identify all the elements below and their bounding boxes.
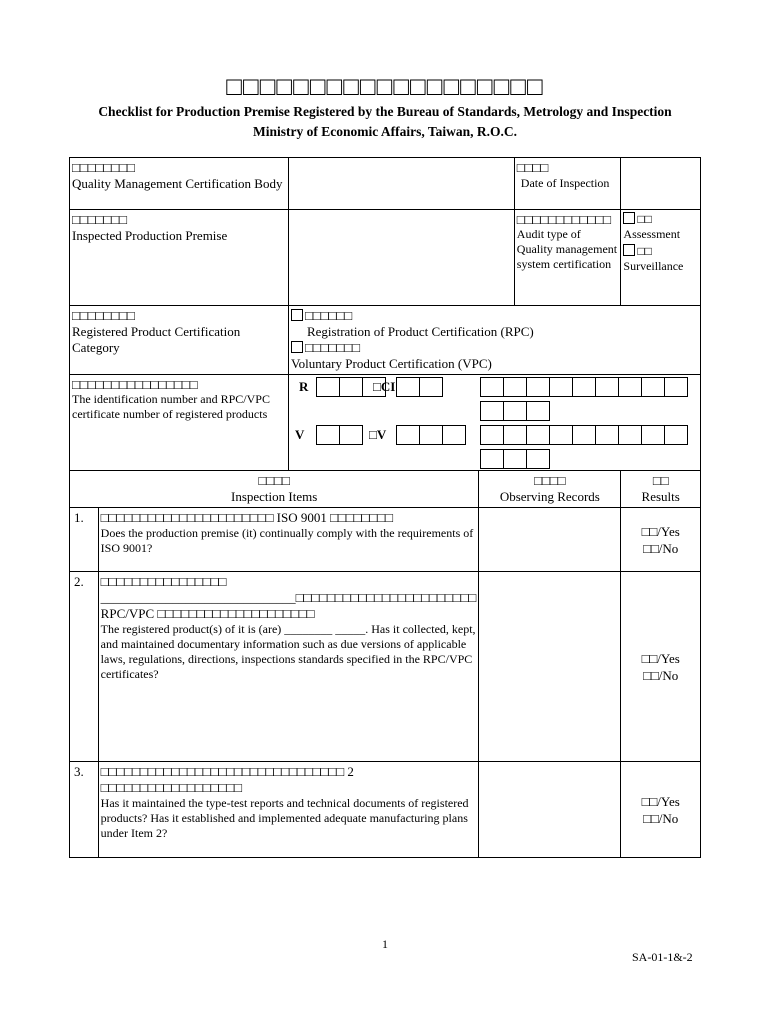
category-vpc-option[interactable]: □□□□□□□ — [291, 340, 698, 356]
date-label: □□□□ Date of Inspection — [514, 158, 621, 210]
v2-number-cells[interactable] — [397, 425, 466, 449]
audit-options — [621, 210, 701, 306]
category-options — [288, 306, 700, 375]
item-text: □□□□□□□□□□□□□□□□□□□□□□ ISO 9001 □□□□□□□□ Does the production premise (it) continually comply with the requirements of ISO 9001? — [98, 508, 479, 572]
document-code: SA-01-1&-2 — [632, 950, 693, 964]
result-no[interactable]: □□/No — [643, 540, 679, 556]
checkbox-icon[interactable] — [291, 341, 303, 353]
title-english — [0, 102, 770, 142]
title-english-line1: Checklist for Production Premise Registered by the Bureau of Standards, Metrology and Inspection — [98, 104, 672, 119]
ci-label: □CI — [372, 379, 396, 394]
header-results: □□ Results — [621, 471, 701, 508]
qm-body-value[interactable] — [288, 158, 514, 210]
observing-record-field[interactable] — [479, 572, 621, 762]
header-inspection-items: □□□□ Inspection Items — [70, 471, 479, 508]
category-rpc-label: Registration of Product Certification (RPC) — [306, 324, 534, 339]
v-label: V — [294, 427, 305, 442]
result-options — [621, 572, 701, 762]
table-row — [70, 572, 701, 762]
item-number: 1. — [70, 508, 99, 572]
idnum-fields — [288, 375, 700, 471]
audit-assessment-option[interactable]: □□ Assessment — [623, 212, 681, 241]
checkbox-icon[interactable] — [623, 244, 635, 256]
premise-value[interactable] — [288, 210, 514, 306]
result-yes[interactable]: □□/Yes — [641, 650, 680, 666]
result-options — [621, 762, 701, 858]
checklist-table — [69, 157, 701, 858]
result-yes[interactable]: □□/Yes — [641, 793, 680, 809]
result-yes[interactable]: □□/Yes — [641, 523, 680, 539]
result-no[interactable]: □□/No — [643, 667, 679, 683]
checkbox-icon[interactable] — [291, 309, 303, 321]
item-text: □□□□□□□□□□□□□□□□□□□□□□□□□□□□□□□ 2 □□□□□□□□□□□□□□□□□□ Has it maintained the type-test reports and technical documents of registered products? Has it established and implemented adequate manufacturing plans under Item 2? — [98, 762, 479, 858]
header-observing-records: □□□□ Observing Records — [479, 471, 621, 508]
v-number-cells[interactable] — [317, 425, 363, 449]
premise-label: □□□□□□□ Inspected Production Premise — [70, 210, 289, 306]
checkbox-icon[interactable] — [623, 212, 635, 224]
result-no[interactable]: □□/No — [643, 810, 679, 826]
item-number: 2. — [70, 572, 99, 762]
r-label: R — [298, 379, 309, 394]
title-chinese: □□□□□□□□□□□□□□□□□□□ — [226, 72, 544, 101]
category-vpc-label: Voluntary Product Certification (VPC) — [290, 356, 492, 371]
audit-label: □□□□□□□□□□□□ Audit type of Quality management system certification — [514, 210, 621, 306]
table-row — [70, 508, 701, 572]
r-certificate-cells[interactable] — [481, 377, 698, 425]
title-english-line2: Ministry of Economic Affairs, Taiwan, R.O.C. — [252, 124, 517, 139]
observing-record-field[interactable] — [479, 762, 621, 858]
audit-surveillance-option[interactable]: □□ Surveillance — [623, 244, 684, 273]
idnum-label: □□□□□□□□□□□□□□□□ The identification number and RPC/VPC certificate number of registered products — [70, 375, 289, 471]
result-options — [621, 508, 701, 572]
qm-body-label: □□□□□□□□ Quality Management Certification Body — [70, 158, 289, 210]
observing-record-field[interactable] — [479, 508, 621, 572]
table-row — [70, 762, 701, 858]
page-number: 1 — [382, 937, 388, 951]
item-number: 3. — [70, 762, 99, 858]
category-rpc-option[interactable]: □□□□□□ — [291, 308, 698, 324]
v-certificate-cells[interactable] — [481, 425, 698, 473]
v2-label: □V — [368, 427, 387, 442]
item-text: □□□□□□□□□□□□□□□□ ______________________________□□□□□□□□□□□□□□□□□□□□□□□ RPC/VPC □□□□□□□□□□□□□□□□□□□□ The registered product(s) of it is (are) ________ _____. Has it collected, kept, and maintained documentary information such as due versions of applicable laws, regulations, directions, inspections standards specified in the RPC/VPC certificates? — [98, 572, 479, 762]
date-value[interactable] — [621, 158, 701, 210]
ci-number-cells[interactable] — [397, 377, 443, 401]
category-label: □□□□□□□□ Registered Product Certification Category — [70, 306, 289, 375]
